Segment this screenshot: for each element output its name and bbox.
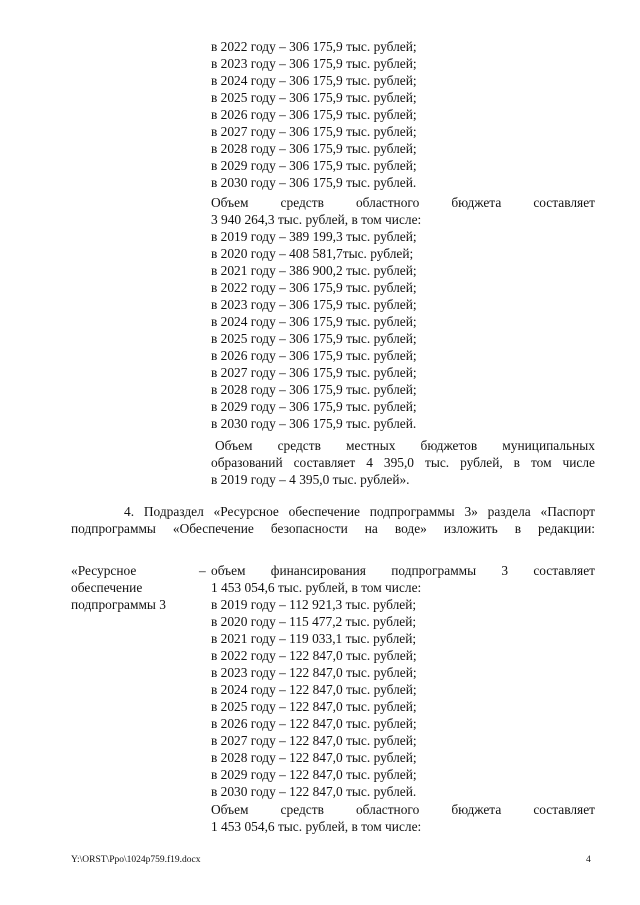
list-item: в 2027 году – 306 175,9 тыс. рублей; (211, 124, 417, 139)
local-budget-year: в 2019 году – 4 395,0 тыс. рублей». (211, 472, 410, 487)
list-item: в 2025 году – 122 847,0 тыс. рублей; (211, 699, 417, 714)
list-item: в 2023 году – 306 175,9 тыс. рублей; (211, 297, 417, 312)
regional-budget-heading-2: Объем средств областного бюджета составляет (211, 802, 595, 817)
list-item: в 2030 году – 306 175,9 тыс. рублей. (211, 175, 417, 190)
list-item: в 2028 году – 306 175,9 тыс. рублей; (211, 141, 417, 156)
list-item: в 2028 году – 306 175,9 тыс. рублей; (211, 382, 417, 397)
list-item: в 2027 году – 122 847,0 тыс. рублей; (211, 733, 417, 748)
item-4-paragraph-line2: подпрограммы «Обеспечение безопасности на воде» изложить в редакции: (71, 521, 595, 536)
label-dash: – (199, 563, 206, 578)
list-item: в 2022 году – 122 847,0 тыс. рублей; (211, 648, 417, 663)
resource-label-line2: обеспечение (71, 580, 143, 595)
resource-label-line1: «Ресурсное (71, 563, 137, 578)
local-budget-heading: Объем средств местных бюджетов муниципальных (215, 438, 595, 453)
list-item: в 2019 году – 112 921,3 тыс. рублей; (211, 597, 417, 612)
regional-budget-total: 3 940 264,3 тыс. рублей, в том числе: (211, 212, 422, 227)
list-item: в 2025 году – 306 175,9 тыс. рублей; (211, 331, 417, 346)
list-item: в 2024 году – 306 175,9 тыс. рублей; (211, 314, 417, 329)
list-item: в 2021 году – 386 900,2 тыс. рублей; (211, 263, 417, 278)
file-path-footer: Y:\ORST\Ppo\1024p759.f19.docx (71, 855, 201, 865)
list-item: в 2022 году – 306 175,9 тыс. рублей; (211, 39, 417, 54)
list-item: в 2026 году – 306 175,9 тыс. рублей; (211, 348, 417, 363)
list-item: в 2029 году – 306 175,9 тыс. рублей; (211, 399, 417, 414)
funding-heading: объем финансирования подпрограммы 3 составляет (211, 563, 595, 578)
list-item: в 2028 году – 122 847,0 тыс. рублей; (211, 750, 417, 765)
page-number: 4 (586, 855, 591, 865)
list-item: в 2024 году – 306 175,9 тыс. рублей; (211, 73, 417, 88)
resource-label-line3: подпрограммы 3 (71, 597, 166, 612)
item-4-paragraph-line1: 4. Подраздел «Ресурсное обеспечение подпрограммы 3» раздела «Паспорт (124, 504, 595, 519)
list-item: в 2029 году – 122 847,0 тыс. рублей; (211, 767, 417, 782)
list-item: в 2027 году – 306 175,9 тыс. рублей; (211, 365, 417, 380)
regional-budget-heading: Объем средств областного бюджета составляет (211, 195, 595, 210)
list-item: в 2030 году – 122 847,0 тыс. рублей. (211, 784, 417, 799)
list-item: в 2021 году – 119 033,1 тыс. рублей; (211, 631, 417, 646)
list-item: в 2022 году – 306 175,9 тыс. рублей; (211, 280, 417, 295)
list-item: в 2030 году – 306 175,9 тыс. рублей. (211, 416, 417, 431)
list-item: в 2026 году – 122 847,0 тыс. рублей; (211, 716, 417, 731)
list-item: в 2025 году – 306 175,9 тыс. рублей; (211, 90, 417, 105)
list-item: в 2019 году – 389 199,3 тыс. рублей; (211, 229, 417, 244)
list-item: в 2026 году – 306 175,9 тыс. рублей; (211, 107, 417, 122)
list-item: в 2024 году – 122 847,0 тыс. рублей; (211, 682, 417, 697)
local-budget-text: образований составляет 4 395,0 тыс. рублей, в том числе (211, 455, 595, 470)
list-item: в 2020 году – 408 581,7тыс. рублей; (211, 246, 414, 261)
list-item: в 2020 году – 115 477,2 тыс. рублей; (211, 614, 417, 629)
funding-total: 1 453 054,6 тыс. рублей, в том числе: (211, 580, 422, 595)
list-item: в 2029 году – 306 175,9 тыс. рублей; (211, 158, 417, 173)
list-item: в 2023 году – 306 175,9 тыс. рублей; (211, 56, 417, 71)
regional-budget-total-2: 1 453 054,6 тыс. рублей, в том числе: (211, 819, 422, 834)
list-item: в 2023 году – 122 847,0 тыс. рублей; (211, 665, 417, 680)
